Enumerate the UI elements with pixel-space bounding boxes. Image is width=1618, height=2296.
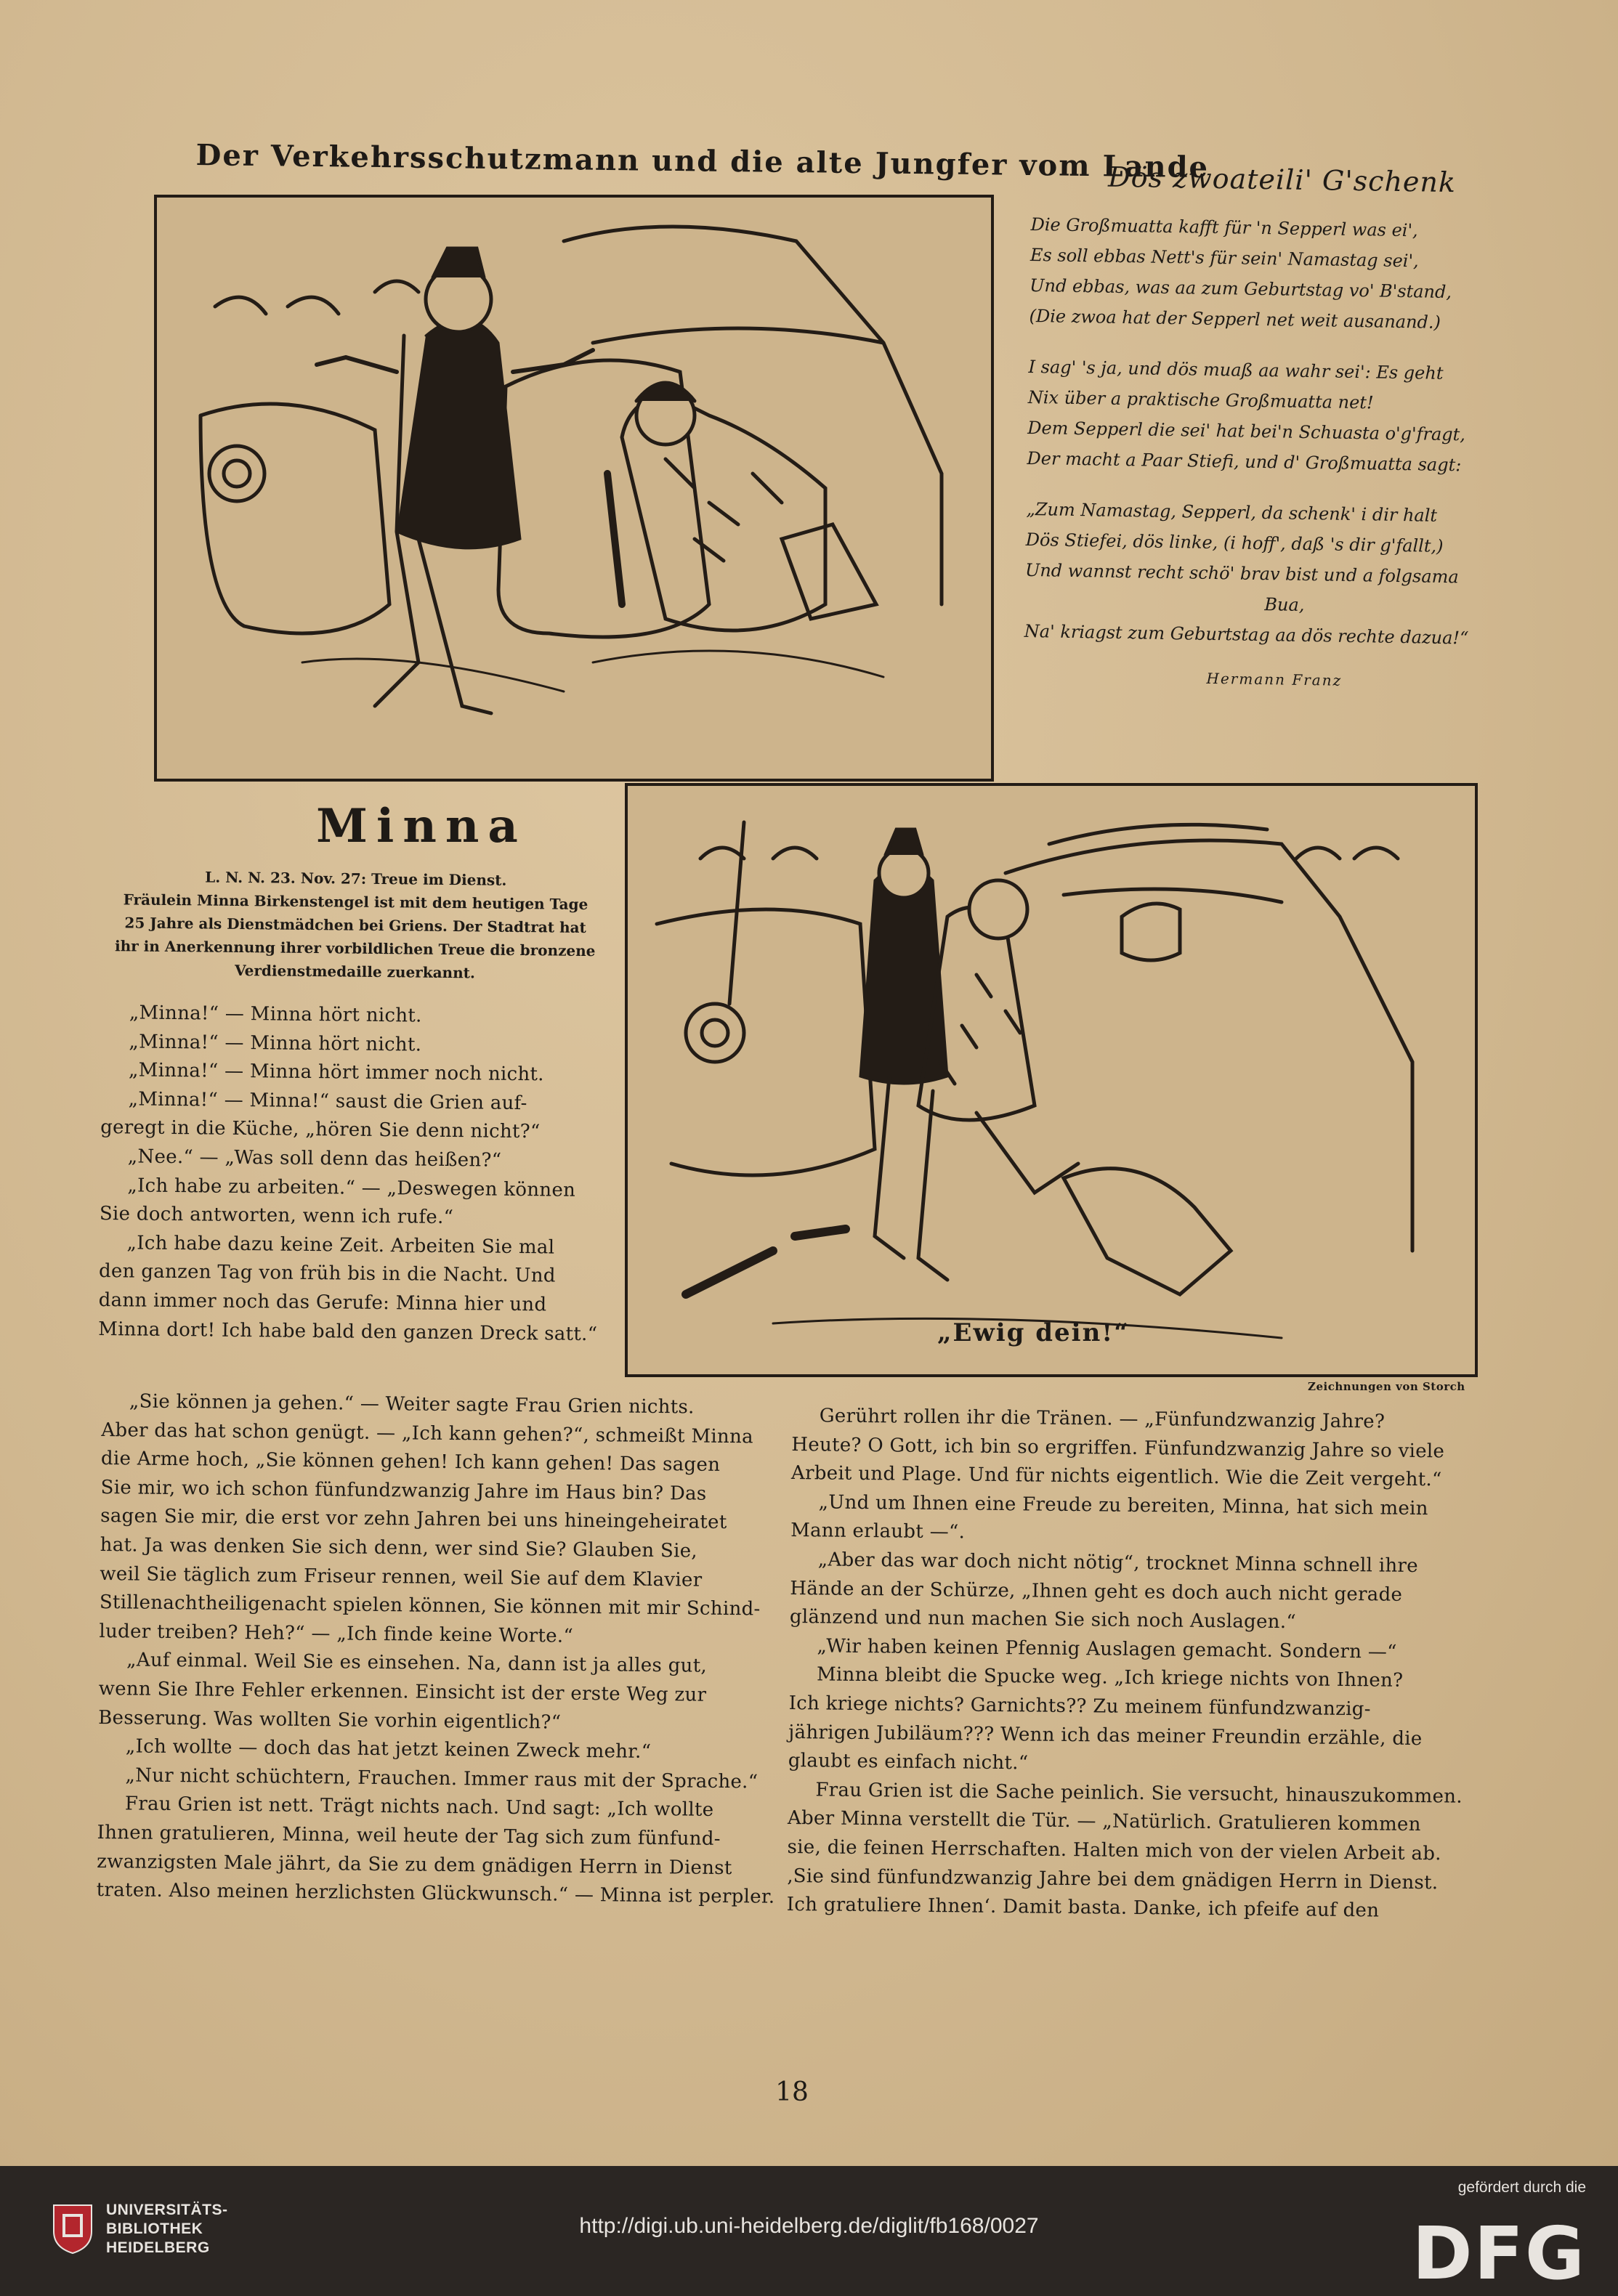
poem-line: (Die zwoa hat der Sepperl net weit ausanand.) — [1029, 305, 1441, 333]
story-line: „Und um Ihnen eine Freude zu bereiten, Minna, hat sich mein — [818, 1491, 1428, 1520]
story-line: „Aber das war doch nicht nötig“, trocknet Minna schnell ihre — [817, 1549, 1419, 1578]
poem-line: Die Großmuatta kafft für 'n Sepperl was ei', — [1030, 214, 1418, 241]
story-line: Stillenachtheiligenacht spielen können, Sie können mit mir Schind- — [99, 1591, 761, 1620]
story-line: „Minna!“ — Minna hört nicht. — [129, 1002, 422, 1027]
poem-author: Hermann Franz — [1206, 669, 1343, 689]
library-line: BIBLIOTHEK — [106, 2220, 203, 2237]
poem-line: Na' kriagst zum Geburtstag aa dös rechte dazua!“ — [1024, 620, 1469, 649]
story-title: Minna — [316, 799, 527, 853]
illustration-caption: „Ewig dein!“ — [937, 1318, 1130, 1347]
poem-line: Dös Stiefei, dös linke, (i hoff', daß 's dir g'fallt,) — [1025, 529, 1444, 556]
poem-line: I sag' 's ja, und dös muaß aa wahr sei': Es geht — [1028, 356, 1444, 384]
story-line: Mann erlaubt —“. — [790, 1520, 966, 1543]
story-line: Heute? O Gott, ich bin so ergriffen. Fünfundzwanzig Jahre so viele — [791, 1433, 1445, 1463]
story-line: „Nee.“ — „Was soll denn das heißen?“ — [127, 1145, 502, 1172]
story-line: „Nur nicht schüchtern, Frauchen. Immer raus mit der Sprache.“ — [125, 1764, 759, 1793]
story-line: „Minna!“ — Minna hört nicht. — [129, 1030, 422, 1056]
illustration-credit: Zeichnungen von Storch — [1308, 1380, 1465, 1393]
cartoon-embrace-illustration — [625, 783, 1478, 1377]
story-line: Minna bleibt die Spucke weg. „Ich kriege nichts von Ihnen? — [816, 1663, 1404, 1692]
story-right-column — [787, 1402, 1475, 1926]
story-line: „Minna!“ — Minna!“ saust die Grien auf- — [128, 1088, 527, 1114]
story-line: Ich gratuliere Ihnen‘. Damit basta. Danke, ich pfeife auf den — [786, 1894, 1380, 1922]
story-line: Frau Grien ist die Sache peinlich. Sie versucht, hinauszukommen. — [815, 1779, 1463, 1808]
library-line: HEIDELBERG — [106, 2239, 210, 2256]
poem-stanza-3 — [1024, 494, 1527, 654]
intro-line: 25 Jahre als Dienstmädchen bei Griens. Der Stadtrat hat — [124, 914, 586, 936]
dfg-logo: DFG — [1412, 2211, 1586, 2296]
story-line: geregt in die Küche, „hören Sie denn nicht?“ — [100, 1116, 541, 1143]
story-line: jährigen Jubiläum??? Wenn ich das meiner Freundin erzähle, die — [788, 1721, 1423, 1750]
story-line: Gerührt rollen ihr die Tränen. — „Fünfundzwanzig Jahre? — [819, 1405, 1386, 1433]
story-line: den ganzen Tag von früh bis in die Nacht. Und — [98, 1260, 556, 1287]
poem-line: Dem Sepperl die sei' hat bei'n Schuasta o'g'fragt, — [1027, 417, 1466, 445]
story-line: „Ich habe dazu keine Zeit. Arbeiten Sie mal — [126, 1232, 555, 1259]
poem-line: Es soll ebbas Nett's für sein' Namastag sei', — [1030, 244, 1419, 272]
page-number: 18 — [775, 2077, 809, 2107]
story-line: Sie doch antworten, wenn ich rufe.“ — [99, 1203, 454, 1229]
story-line: „Ich wollte — doch das hat jetzt keinen Zweck mehr.“ — [125, 1735, 652, 1764]
story-line: die Arme hoch, „Sie können gehen! Ich kann gehen! Das sagen — [100, 1448, 721, 1477]
story-line: Sie mir, wo ich schon fünfundzwanzig Jahre im Haus bin? Das — [100, 1476, 707, 1505]
poem-line: „Zum Namastag, Sepperl, da schenk' i dir halt — [1026, 498, 1438, 526]
story-left-column-upper — [98, 999, 610, 1349]
story-line: Besserung. Was wollten Sie vorhin eigentlich?“ — [98, 1706, 562, 1734]
library-line: UNIVERSITÄTS- — [106, 2202, 228, 2218]
document-url-link[interactable]: http://digi.ub.uni-heidelberg.de/diglit/fb168/0027 — [579, 2214, 1039, 2238]
viewer-footer — [0, 2166, 1618, 2294]
intro-line: Verdienstmedaille zuerkannt. — [234, 961, 476, 982]
poem-line: Nix über a praktische Großmuatta net! — [1027, 386, 1374, 413]
story-line: wenn Sie Ihre Fehler erkennen. Einsicht ist der erste Weg zur — [98, 1677, 707, 1706]
intro-line: L. N. N. 23. Nov. 27: Treue im Dienst. — [205, 868, 507, 889]
story-line: Ich kriege nichts? Garnichts?? Zu meinem fünfundzwanzig- — [788, 1692, 1371, 1721]
story-intro — [100, 864, 610, 986]
story-line: Arbeit und Plage. Und für nichts eigentlich. Wie die Zeit vergeht.“ — [790, 1462, 1442, 1491]
story-line: dann immer noch das Gerufe: Minna hier und — [98, 1289, 547, 1316]
story-line: Minna dort! Ich habe bald den ganzen Dreck satt.“ — [98, 1318, 598, 1345]
story-line: glaubt es einfach nicht.“ — [788, 1750, 1029, 1774]
story-line: „Sie können ja gehen.“ — Weiter sagte Frau Grien nichts. — [129, 1390, 695, 1419]
story-line: sagen Sie mir, die erst vor zehn Jahren bei uns hineingeheiratet — [100, 1505, 727, 1534]
poem — [1024, 160, 1533, 692]
intro-line: Fräulein Minna Birkenstengel ist mit dem heutigen Tage — [123, 891, 588, 914]
story-line: hat. Ja was denken Sie sich denn, wer sind Sie? Glauben Sie, — [100, 1533, 698, 1562]
story-line: Aber Minna verstellt die Tür. — „Natürlich. Gratulieren kommen — [787, 1807, 1421, 1836]
story-line: „Ich habe zu arbeiten.“ — „Deswegen können — [127, 1174, 576, 1201]
story-line: weil Sie täglich zum Friseur rennen, weil Sie auf dem Klavier — [100, 1562, 703, 1591]
story-line: Frau Grien ist nett. Trägt nichts nach. Und sagt: „Ich wollte — [124, 1793, 714, 1822]
story-line: traten. Also meinen herzlichsten Glückwunsch.“ — Minna ist perpler. — [96, 1879, 775, 1908]
cartoon-policeman-illustration — [154, 195, 994, 782]
funded-by-label: gefördert durch die — [1457, 2179, 1586, 2196]
poem-line: Und wannst recht schö' brav bist und a folgsama — [1024, 559, 1459, 588]
poem-stanza-1 — [1029, 209, 1532, 339]
story-line: Ihnen gratulieren, Minna, weil heute der Tag sich zum fünfund- — [97, 1821, 721, 1850]
story-line: ‚Sie sind fünfundzwanzig Jahre bei dem gnädigen Herrn in Dienst. — [787, 1865, 1439, 1894]
illustration-headline: Der Verkehrsschutzmann und die alte Jungfer vom Lande — [195, 138, 1210, 185]
story-line: sie, die feinen Herrschaften. Halten mich von der vielen Arbeit ab. — [787, 1835, 1441, 1865]
poem-title: Dös zwoateili' G'schenk — [1107, 161, 1457, 199]
story-line: zwanzigsten Male jährt, da Sie zu dem gnädigen Herrn in Dienst — [97, 1850, 732, 1879]
intro-line: ihr in Anerkennung ihrer vorbildlichen Treue die bronzene — [114, 937, 596, 960]
story-line: „Minna!“ — Minna hört immer noch nicht. — [128, 1059, 544, 1086]
poem-line: Der macht a Paar Stiefi, und d' Großmuatta sagt: — [1027, 447, 1462, 476]
story-line: Hände an der Schürze, „Ihnen geht es doch auch nicht gerade — [790, 1577, 1403, 1606]
story-line: Aber das hat schon genügt. — „Ich kann gehen?“, schmeißt Minna — [101, 1419, 754, 1448]
story-left-column-lower — [96, 1387, 775, 1912]
poem-stanza-2 — [1027, 352, 1530, 482]
story-line: „Auf einmal. Weil Sie es einsehen. Na, dann ist ja alles gut, — [126, 1649, 708, 1678]
story-line: „Wir haben keinen Pfennig Auslagen gemacht. Sondern —“ — [817, 1635, 1397, 1663]
story-line: luder treiben? Heh?“ — „Ich finde keine Worte.“ — [99, 1620, 574, 1647]
poem-line: Bua, — [1264, 594, 1305, 615]
poem-line: Und ebbas, was aa zum Geburtstag vo' B'stand, — [1030, 275, 1452, 303]
story-line: glänzend und nun machen Sie sich noch Auslagen.“ — [789, 1606, 1297, 1634]
